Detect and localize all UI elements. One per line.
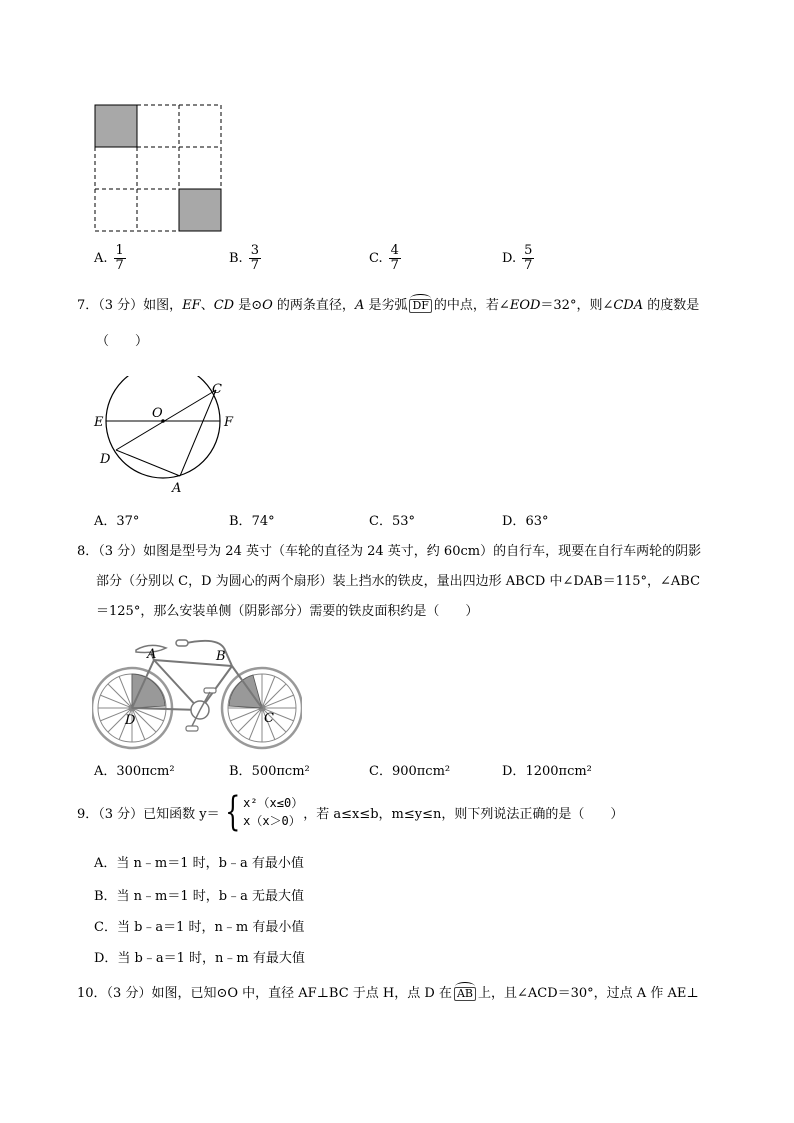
q8-stem-line3: ＝125°，那么安装单侧（阴影部分）需要的铁皮面积约是（ ） — [96, 604, 479, 619]
q7-option-a: A．37° — [94, 514, 140, 529]
label-d: D — [125, 713, 136, 728]
q6-option-b: B. $\frac{3}{7}$ — [229, 243, 259, 273]
q7-circle-figure — [88, 376, 240, 496]
label-d: D — [100, 452, 111, 467]
q10-stem: 10．（3 分）如图，已知⊙O 中，直径 AF⊥BC 于点 H，点 D 在 AB 上，且∠ACD＝30°，过点 A 作 AE⊥ — [77, 986, 699, 1001]
q8-stem-line2: 部分（分别以 C，D 为圆心的两个扇形）装上挡水的铁皮，量出四边形 ABCD 中∠DAB＝115°，∠ABC — [96, 574, 701, 589]
q7-option-b: B．74° — [229, 514, 275, 529]
q7-stem: 7．（3 分）如图，EF、CD 是⊙O 的两条直径，A 是劣弧 DF 的中点，若∠EOD＝32°，则∠CDA 的度数是 — [77, 298, 700, 313]
q9-option-c: C．当 b﹣a＝1 时，n﹣m 有最小值 — [94, 920, 305, 935]
chord-da — [116, 450, 180, 476]
q7-answer-paren: （ ） — [96, 334, 149, 349]
label-o: O — [152, 406, 163, 421]
q7-option-d: D．63° — [502, 514, 549, 529]
q7-option-c: C．53° — [369, 514, 415, 529]
label-a: A — [172, 481, 182, 496]
q9-option-a: A．当 n﹣m＝1 时，b﹣a 有最小值 — [94, 856, 304, 871]
label-a: A — [147, 647, 157, 662]
label-b: B — [216, 649, 226, 664]
label-f: F — [224, 415, 234, 430]
q9-stem: 9．（3 分）已知函数 y＝ { x²（x≤0） x（x＞0） ，若 a≤x≤b，m≤y≤n，则下列说法正确的是（ ） — [77, 789, 624, 835]
arc-notation: AB — [454, 987, 476, 1001]
fraction: $\frac{3}{7}$ — [250, 243, 259, 273]
pedal-bottom — [186, 726, 198, 731]
q9-option-d: D．当 b﹣a＝1 时，n﹣m 有最大值 — [94, 951, 305, 966]
fraction: $\frac{1}{7}$ — [115, 243, 124, 273]
q8-options — [94, 760, 694, 778]
label-e: E — [94, 415, 104, 430]
brace-symbol: { — [224, 789, 241, 835]
q8-option-b: B．500πcm² — [229, 764, 310, 779]
q6-grid-figure — [94, 104, 222, 232]
q8-option-c: C．900πcm² — [369, 764, 451, 779]
fraction: $\frac{5}{7}$ — [524, 243, 533, 273]
q8-stem-line1: 8．（3 分）如图是型号为 24 英寸（车轮的直径为 24 英寸，约 60cm）的自行车，现要在自行车两轮的阴影 — [77, 544, 702, 559]
fraction: $\frac{4}{7}$ — [390, 243, 399, 273]
label-c: C — [212, 382, 222, 397]
arc-notation: DF — [409, 299, 431, 313]
piecewise-function — [220, 789, 304, 835]
q6-option-c: C. $\frac{4}{7}$ — [369, 243, 399, 273]
q9-option-b: B．当 n﹣m＝1 时，b﹣a 无最大值 — [94, 889, 304, 904]
chord-ca — [180, 390, 216, 476]
circle-o — [106, 376, 220, 478]
handlebar-grip — [176, 640, 188, 646]
diameter-cd — [116, 390, 216, 450]
shaded-square-top-left — [95, 105, 137, 147]
q6-options — [94, 244, 694, 280]
label-c: C — [264, 711, 274, 726]
q8-option-a: A．300πcm² — [94, 764, 175, 779]
q6-option-a: A. $\frac{1}{7}$ — [94, 243, 124, 273]
q7-options — [94, 510, 694, 528]
function-cases: x²（x≤0） x（x＞0） — [243, 796, 304, 828]
q6-option-d: D. $\frac{5}{7}$ — [502, 243, 533, 273]
q8-option-d: D．1200πcm² — [502, 764, 592, 779]
q8-bicycle-figure — [92, 626, 302, 752]
shaded-square-bottom-right — [179, 189, 221, 231]
